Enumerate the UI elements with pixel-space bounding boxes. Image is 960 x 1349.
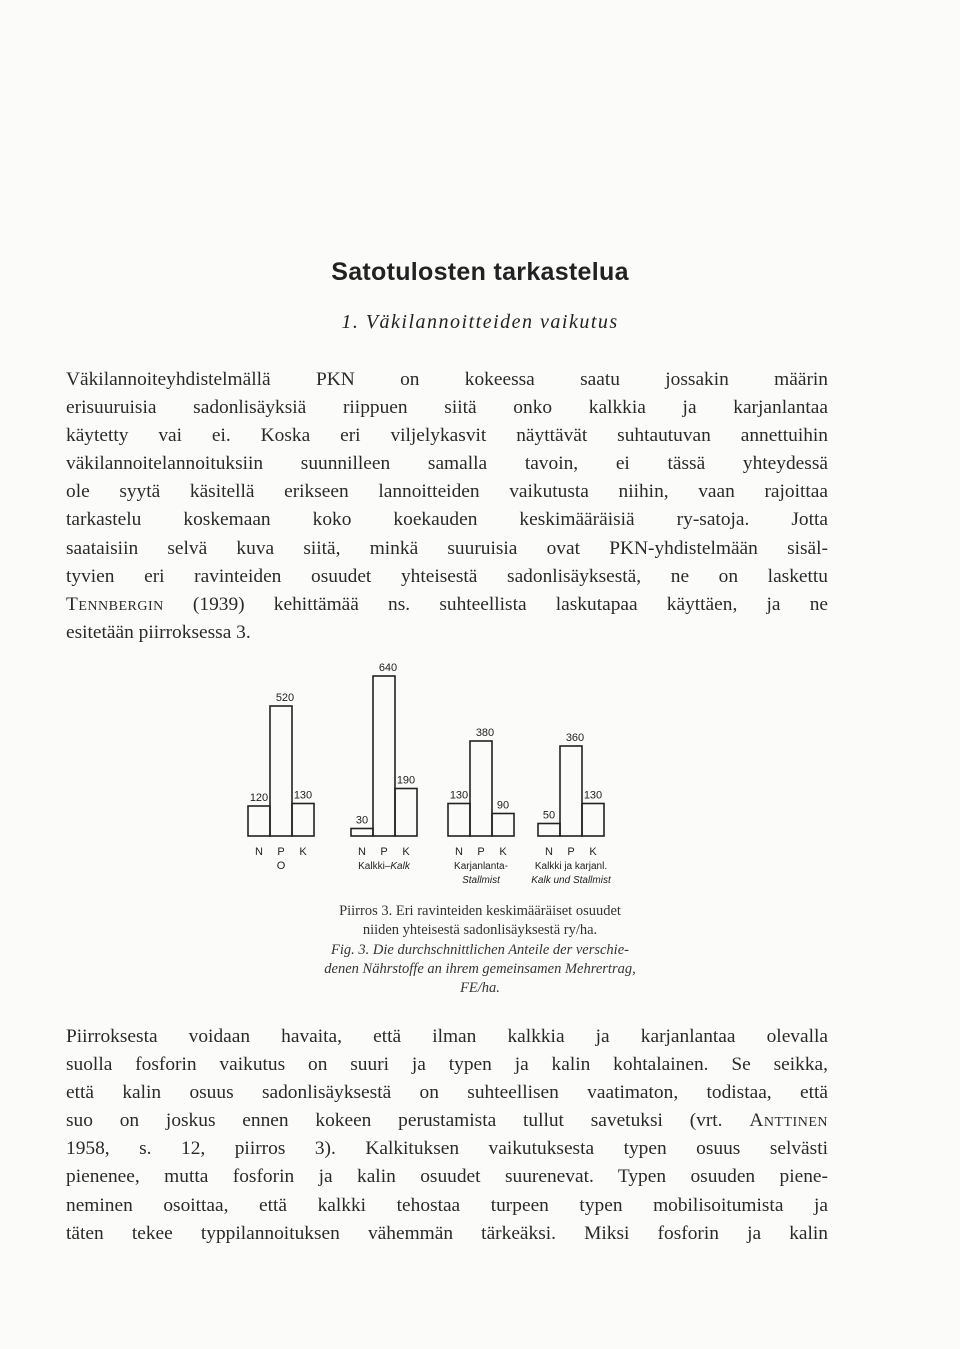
text-line: käytetty vai ei. Koska eri viljelykasvit näyttävät suhtautuvan annettuihin [66, 425, 828, 447]
text-line: 1958, s. 12, piirros 3). Kalkituksen vaikutuksesta typen osuus selvästi [66, 1138, 828, 1160]
author-citation: Tennbergin [66, 593, 164, 615]
nutrient-label: N [358, 846, 366, 858]
nutrient-label: P [380, 846, 388, 858]
group-label-de: Kalk [390, 861, 410, 872]
figure-caption-finnish [300, 902, 660, 940]
section-heading: Satotulosten tarkastelua [331, 258, 629, 286]
caption-line: denen Nährstoffe an ihrem gemeinsamen Mehrertrag, [324, 961, 636, 977]
text-line: saataisiin selvä kuva siitä, minkä suuruisia ovat PKN-yhdistelmään sisäl- [66, 537, 828, 559]
text-line: pienenee, mutta fosforin ja kalin osuudet suurenevat. Typen osuuden piene- [66, 1166, 828, 1188]
subsection-heading: 1. Väkilannoitteiden vaikutus [341, 311, 619, 333]
caption-line: niiden yhteisestä sadonlisäyksestä ry/ha. [362, 922, 598, 938]
chart-bar [395, 789, 417, 837]
text-line: tarkastelu koskemaan koko koekauden keskimääräisiä ry-satoja. Jotta [66, 509, 828, 531]
chart-bar [292, 804, 314, 837]
chart-bar [448, 804, 470, 837]
nutrient-label: P [567, 846, 575, 858]
figure-caption-german [300, 941, 660, 998]
text-line: Piirroksesta voidaan havaita, että ilman kalkkia ja karjanlantaa olevalla [66, 1026, 828, 1047]
data-label: 380 [475, 727, 495, 739]
data-label: 190 [396, 774, 416, 787]
group-label: O [276, 860, 286, 872]
text-line: esitetään piirroksessa 3. [66, 621, 251, 643]
chart-bar [538, 824, 560, 837]
text-line: suolla fosforin vaikutus on suuri ja typen ja kalin kohtalainen. Se seikka, [66, 1054, 828, 1076]
chart-bar [248, 806, 270, 836]
chart-bar [470, 741, 492, 836]
nutrient-label: K [499, 846, 507, 858]
group-label-secondary: Stallmist [462, 875, 500, 886]
text-fragment: suo on joskus ennen kokeen perustamista tullut savetuksi (vrt. [66, 1110, 750, 1132]
data-label: 130 [583, 789, 603, 802]
text-line: täten tekee typpilannoituksen vähemmän tärkeäksi. Miksi fosforin ja kalin [66, 1222, 828, 1244]
text-line: väkilannoitelannoituksiin suunnilleen samalla tavoin, ei tässä yhteydessä [66, 453, 828, 475]
chart-bar [373, 676, 395, 836]
author-citation: Anttinen [749, 1110, 828, 1132]
text-fragment: (1939) kehittämää ns. suhteellista laskutapaa käyttäen, ja ne [163, 593, 828, 615]
nutrient-label: N [455, 846, 463, 858]
data-label: 120 [249, 792, 269, 804]
data-label: 520 [275, 692, 295, 704]
data-label: 130 [293, 789, 313, 802]
nutrient-label: P [277, 846, 285, 858]
text-line [66, 591, 828, 619]
chart-bar [582, 804, 604, 837]
group-label [358, 861, 411, 872]
group-label-fi: Kalkki– [358, 861, 391, 872]
data-label: 640 [378, 662, 398, 674]
data-label: 90 [496, 799, 510, 812]
text-line: Väkilannoiteyhdistelmällä PKN on kokeessa saatu jossakin määrin [66, 369, 828, 390]
data-label: 360 [565, 732, 585, 744]
text-line: ole syytä käsitellä erikseen lannoitteiden vaikutusta niihin, vaan rajoittaa [66, 481, 828, 503]
data-label: 30 [355, 814, 369, 827]
paragraph-intro [66, 366, 828, 647]
data-label: 50 [542, 809, 556, 822]
nutrient-label: P [477, 846, 485, 858]
text-line: tyvien eri ravinteiden osuudet yhteisestä sadonlisäyksestä, ne on laskettu [66, 565, 828, 587]
text-line: neminen osoittaa, että kalkki tehostaa turpeen typen mobilisoitumista ja [66, 1194, 828, 1216]
paragraph-analysis [66, 1023, 828, 1248]
nutrient-label: N [545, 846, 553, 858]
chart-bar [270, 706, 292, 836]
nutrient-label: N [255, 846, 263, 858]
group-label: Kalkki ja karjanl. [534, 861, 608, 872]
data-label: 130 [449, 789, 469, 802]
group-label-secondary: Kalk und Stallmist [531, 875, 611, 886]
nutrient-label: K [589, 846, 597, 858]
chart-bar [560, 746, 582, 836]
nutrient-label: K [402, 846, 410, 858]
nutrient-label: K [299, 846, 307, 858]
chart-bar [351, 829, 373, 837]
text-line: että kalin osuus sadonlisäyksestä on suhteellisen vaatimaton, todistaa, että [66, 1082, 828, 1104]
chart-bar [492, 814, 514, 837]
caption-line: Fig. 3. Die durchschnittlichen Anteile der verschie- [331, 942, 629, 958]
text-line: erisuuruisia sadonlisäyksiä riippuen siitä onko kalkkia ja karjanlantaa [66, 397, 828, 419]
nutrient-share-chart [230, 650, 660, 900]
text-line [66, 1107, 828, 1135]
group-label: Karjanlanta- [454, 861, 508, 872]
caption-line: FE/ha. [460, 980, 500, 996]
caption-line: Piirros 3. Eri ravinteiden keskimääräiset osuudet [339, 903, 621, 919]
